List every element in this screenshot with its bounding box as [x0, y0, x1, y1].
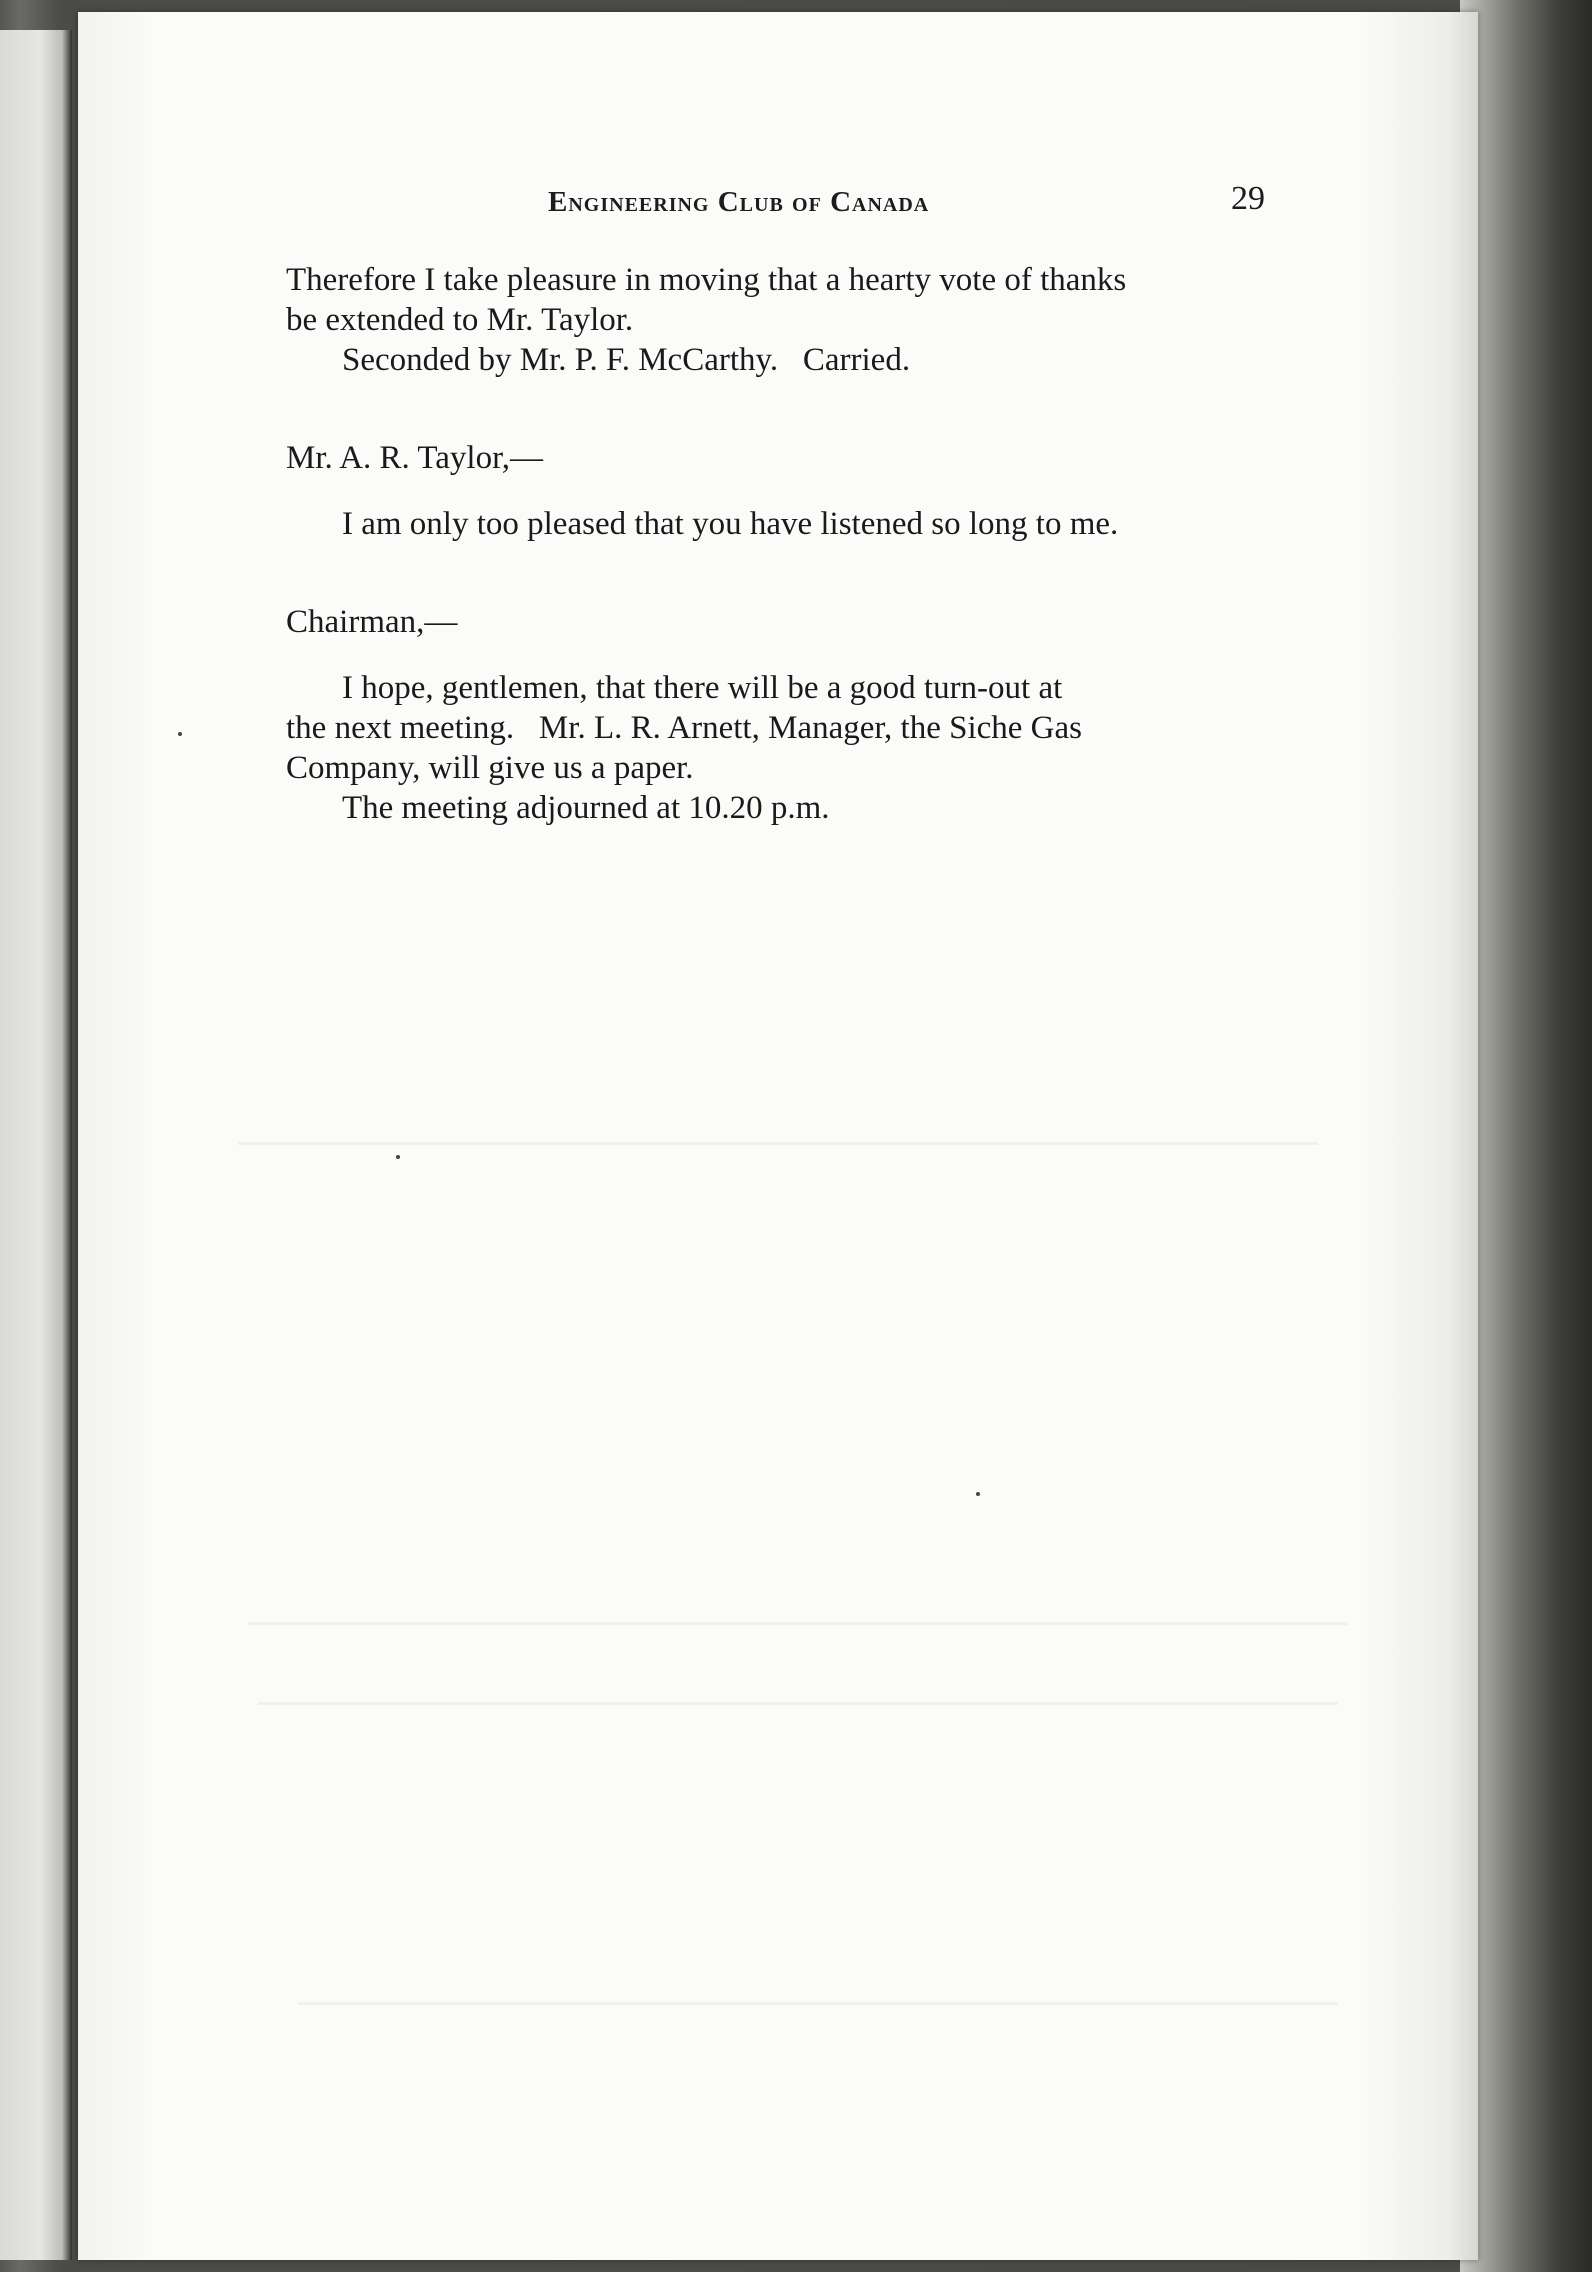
paragraph-taylor-reply [286, 504, 1306, 544]
text-line: be extended to Mr. Taylor. [286, 302, 634, 338]
bleed-through-mark [238, 1142, 1318, 1145]
bleed-through-mark [248, 1622, 1348, 1625]
book-page [78, 12, 1478, 2260]
text-line: Company, will give us a paper. [286, 750, 694, 786]
bleed-through-mark [258, 1702, 1338, 1705]
page-number: 29 [1231, 180, 1265, 217]
paragraph-vote-of-thanks [286, 260, 1306, 340]
page-body [286, 260, 1306, 828]
text-line: the next meeting. Mr. L. R. Arnett, Manager, the Siche Gas [286, 710, 1082, 746]
paragraph-seconded [286, 340, 1306, 380]
paragraph-chairman-announcement [286, 668, 1306, 788]
paragraph-adjourned [286, 788, 1306, 828]
bleed-through-mark [298, 2002, 1338, 2005]
speck [396, 1155, 400, 1159]
running-title: Engineering Club of Canada [548, 186, 930, 218]
speaker-taylor: Mr. A. R. Taylor,— [286, 440, 544, 476]
speck [178, 732, 182, 736]
speck [976, 1492, 980, 1496]
text-line: Therefore I take pleasure in moving that a hearty vote of thanks [286, 262, 1127, 298]
page-header [548, 180, 1265, 226]
text-line: I hope, gentlemen, that there will be a good turn-out at [342, 670, 1063, 706]
text-line: The meeting adjourned at 10.20 p.m. [342, 790, 830, 826]
speaker-chairman: Chairman,— [286, 604, 458, 640]
left-page-edge [0, 30, 72, 2260]
book-binding [1460, 0, 1592, 2272]
text-line: I am only too pleased that you have listened so long to me. [342, 506, 1119, 542]
text-line: Seconded by Mr. P. F. McCarthy. Carried. [342, 342, 911, 378]
